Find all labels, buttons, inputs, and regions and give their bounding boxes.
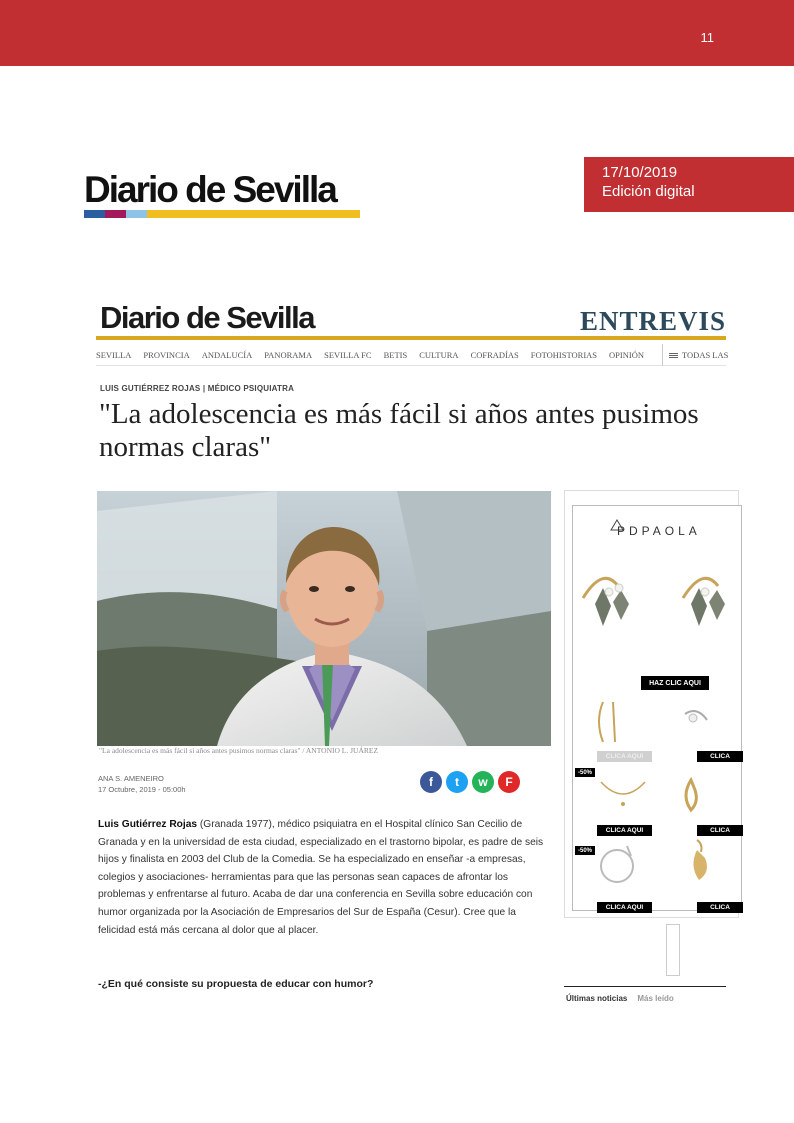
- article-clipping: [96, 284, 730, 1014]
- interview-question: -¿En qué consiste su propuesta de educar con humor?: [98, 978, 374, 990]
- ad-click-button[interactable]: CLICA AQUI: [597, 751, 652, 762]
- section-title: ENTREVIS: [579, 306, 726, 336]
- article-kicker: LUIS GUTIÉRREZ ROJAS | MÉDICO PSIQUIATRA: [100, 384, 295, 393]
- lead-text: (Granada 1977), médico psiquiatra en el Hospital clínico San Cecilio de Granada y en la universidad de esta ciudad, especializado en el trastorno bipolar, es padre de seis hijos y finalista en 2003 del Club de la Comedia. Se ha especializado en enseñar -a empresas, colegios y asociaciones- herramientas para que las personas sean capaces de afrontar los problemas y enfrentarse al futuro. Acaba de dar una conferencia en Sevilla sobre educación con humor organizada por la Asociación de Empresarios del Sur de España (Cesur). Cree que la felicidad está más cercana al dolor que al placer.: [98, 819, 544, 936]
- tab-most-read[interactable]: Más leído: [637, 994, 674, 1003]
- ad-creative[interactable]: [572, 505, 742, 911]
- jewelry-art: [573, 506, 743, 912]
- flipboard-icon[interactable]: F: [498, 771, 520, 793]
- article-headline: "La adolescencia es más fácil si años antes pusimos normas claras": [99, 398, 699, 463]
- small-ad-placeholder[interactable]: [666, 924, 680, 976]
- photo-caption: "La adolescencia es más fácil si años antes pusimos normas claras" / ANTONIO L. JUÁREZ: [99, 746, 379, 755]
- jewelry-row-3: [601, 780, 696, 810]
- portrait-image: [97, 491, 551, 746]
- nav-item-provincia[interactable]: PROVINCIA: [143, 349, 190, 360]
- nav-item-sevilla-fc[interactable]: SEVILLA FC: [324, 349, 372, 360]
- date-badge: [584, 157, 794, 212]
- site-logo[interactable]: Diario de Sevilla: [100, 300, 314, 335]
- author-name[interactable]: ANA S. AMENEIRO: [98, 774, 164, 783]
- jewelry-row-2: [599, 702, 707, 742]
- logo-strip-blue: [84, 210, 105, 218]
- ad-banner[interactable]: [564, 490, 739, 918]
- nav-item-betis[interactable]: BETIS: [383, 349, 408, 360]
- lead-name: Luis Gutiérrez Rojas: [98, 819, 198, 830]
- badge-edition: Edición digital: [602, 183, 695, 200]
- logo-strip-magenta: [105, 210, 126, 218]
- nav-item-andalucia[interactable]: ANDALUCÍA: [201, 349, 253, 360]
- nav-item-opinion[interactable]: OPINIÓN: [609, 349, 644, 360]
- ad-click-button[interactable]: CLICA AQUI: [597, 902, 652, 913]
- ad-click-button[interactable]: CLICA: [697, 751, 743, 762]
- whatsapp-icon[interactable]: w: [472, 771, 494, 793]
- ad-discount-badge: -50%: [575, 846, 595, 855]
- article-lead: [98, 816, 550, 939]
- nav-item-cultura[interactable]: CULTURA: [419, 349, 459, 360]
- page-number: 11: [700, 30, 714, 45]
- ad-click-button[interactable]: CLICA: [697, 902, 743, 913]
- facebook-icon[interactable]: f: [420, 771, 442, 793]
- byline: [98, 773, 186, 795]
- logo-color-strip: [84, 210, 360, 218]
- article-photo: [97, 491, 551, 746]
- logo-strip-lightblue: [126, 210, 147, 218]
- publication-logo-text: Diario de Sevilla: [84, 169, 336, 210]
- ad-brand: PDPAOLA: [617, 524, 701, 538]
- publication-logo: [84, 169, 360, 218]
- earrings-pair-1: [583, 578, 725, 626]
- jewelry-row-4: [601, 840, 707, 882]
- nav-item-sevilla[interactable]: SEVILLA: [96, 349, 132, 360]
- tab-latest-news[interactable]: Últimas noticias: [566, 994, 628, 1003]
- nav-item-fotohistorias[interactable]: FOTOHISTORIAS: [530, 349, 598, 360]
- news-tabs-rule: [564, 986, 726, 987]
- ad-click-button[interactable]: CLICA AQUI: [597, 825, 652, 836]
- nav-item-panorama[interactable]: PANORAMA: [264, 349, 313, 360]
- menu-icon: [669, 353, 678, 358]
- ad-cta-button[interactable]: HAZ CLIC AQUI: [641, 676, 709, 690]
- nav-all-sections-label: TODAS LAS: [682, 350, 729, 360]
- twitter-icon[interactable]: t: [446, 771, 468, 793]
- nav-all-sections[interactable]: [662, 344, 728, 366]
- top-bar: [0, 0, 794, 66]
- ad-discount-badge: -50%: [575, 768, 595, 777]
- site-header-rule: [96, 336, 726, 340]
- ad-click-button[interactable]: CLICA: [697, 825, 743, 836]
- badge-date: 17/10/2019: [602, 164, 678, 181]
- nav-item-cofradias[interactable]: COFRADÍAS: [470, 349, 519, 360]
- news-tabs: [566, 994, 674, 1003]
- share-buttons: [420, 771, 520, 793]
- site-nav: [96, 344, 729, 366]
- publish-date: 17 Octubre, 2019 - 05:00h: [98, 785, 186, 794]
